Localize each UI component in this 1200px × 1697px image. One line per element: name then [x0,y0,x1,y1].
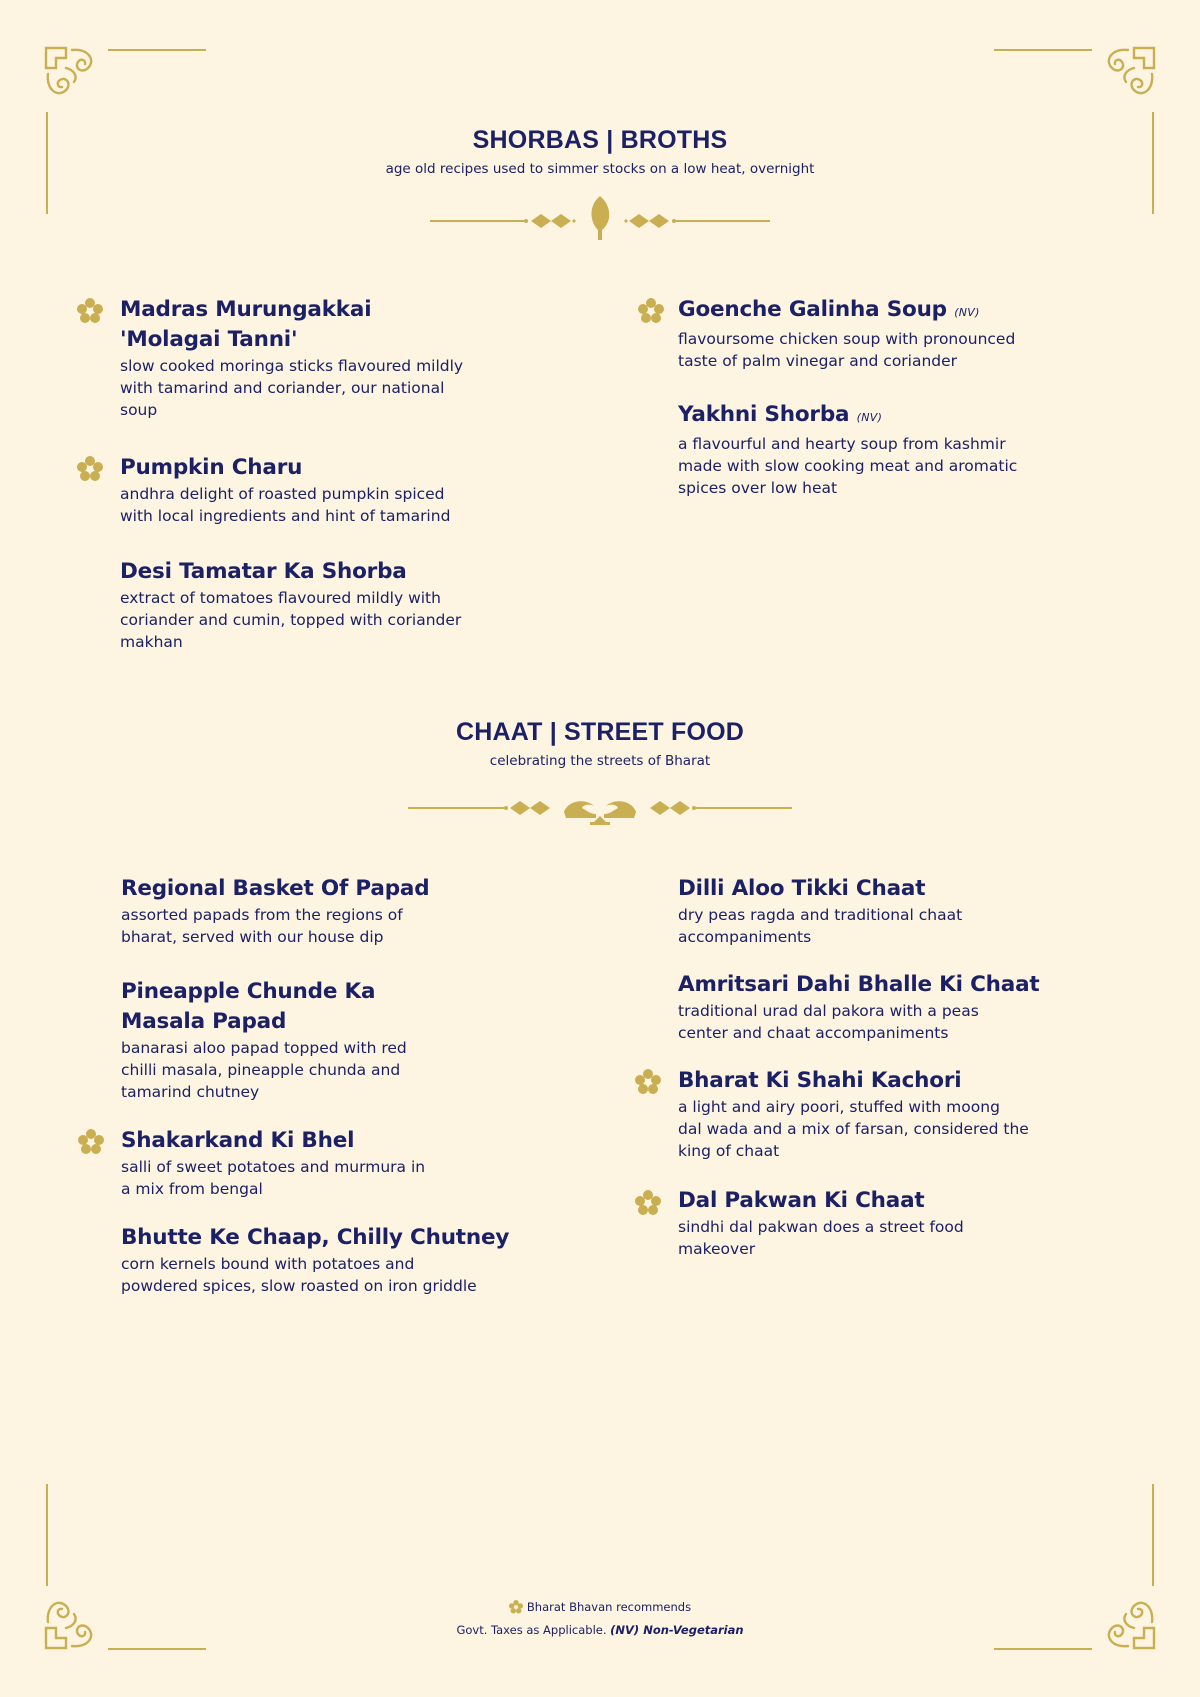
item-name: Dal Pakwan Ki Chaat [678,1188,925,1213]
menu-item [678,1186,1098,1260]
item-name: Dilli Aloo Tikki Chaat [678,876,926,901]
section-header-shorbas [0,126,1200,177]
item-description: traditional urad dal pakora with a peas [678,1002,979,1020]
menu-item [678,400,1098,499]
item-description: a mix from bengal [121,1180,263,1198]
item-name: Pineapple Chunde Ka [121,979,376,1004]
corner-ornament-icon [1100,46,1156,102]
item-description: chilli masala, pineapple chunda and [121,1061,401,1079]
recommended-flower-icon [78,1129,104,1155]
section-title: SHORBAS | BROTHS [472,126,728,154]
section-subtitle: age old recipes used to simmer stocks on a low heat, overnight [385,161,815,177]
footer [0,1600,1200,1637]
item-name: 'Molagai Tanni' [120,327,298,352]
frame-line-top-left [108,49,206,51]
menu-item [121,1223,561,1297]
item-description: soup [120,401,158,419]
menu-item [121,874,521,948]
item-description: sindhi dal pakwan does a street food [678,1218,964,1236]
frame-line-bottom-right [994,1648,1092,1650]
item-name: Bhutte Ke Chaap, Chilly Chutney [121,1225,510,1250]
item-description: salli of sweet potatoes and murmura in [121,1158,426,1176]
item-name [678,295,1098,328]
item-name-text: Yakhni Shorba [678,402,850,427]
item-description: taste of palm vinegar and coriander [678,352,958,370]
frame-line-bottom-left [108,1648,206,1650]
item-description: bharat, served with our house dip [121,928,384,946]
menu-item [120,557,520,653]
item-description: powdered spices, slow roasted on iron griddle [121,1277,477,1295]
menu-item [678,1066,1098,1162]
item-description: with local ingredients and hint of tamarind [120,507,451,525]
footer-taxes-text: Govt. Taxes as Applicable. [456,1623,607,1637]
item-description: flavoursome chicken soup with pronounced [678,330,1016,348]
item-description: tamarind chutney [121,1083,260,1101]
paisley-icon [0,192,1200,246]
item-description: assorted papads from the regions of [121,906,403,924]
item-description: slow cooked moringa sticks flavoured mildly [120,357,464,375]
item-description: a flavourful and hearty soup from kashmir [678,435,1006,453]
nv-tag: (NV) [954,306,980,319]
item-name: Amritsari Dahi Bhalle Ki Chaat [678,972,1040,997]
menu-item [121,977,521,1103]
frame-line-right-bottom [1152,1484,1154,1586]
item-description: accompaniments [678,928,812,946]
menu-item [678,970,1098,1044]
item-description: andhra delight of roasted pumpkin spiced [120,485,445,503]
recommended-flower-icon [77,456,103,482]
item-description: extract of tomatoes flavoured mildly with [120,589,441,607]
flower-icon [509,1600,523,1614]
item-description: king of chaat [678,1142,780,1160]
item-name: Shakarkand Ki Bhel [121,1128,355,1153]
recommended-flower-icon [77,298,103,324]
item-name: Bharat Ki Shahi Kachori [678,1068,962,1093]
recommended-flower-icon [635,1069,661,1095]
frame-line-top-right [994,49,1092,51]
item-description: spices over low heat [678,479,838,497]
item-name [678,400,1098,433]
item-description: a light and airy poori, stuffed with moong [678,1098,1000,1116]
footer-recommend-text: Bharat Bhavan recommends [526,1600,692,1614]
item-description: made with slow cooking meat and aromatic [678,457,1018,475]
footer-recommend-row [0,1600,1200,1614]
menu-item [678,295,1098,372]
footer-nv-note: (NV) Non-Vegetarian [610,1623,744,1637]
recommended-flower-icon [638,298,664,324]
menu-item [121,1126,521,1200]
section-header-chaat [0,718,1200,769]
item-description: corn kernels bound with potatoes and [121,1255,415,1273]
section-title: CHAAT | STREET FOOD [455,718,745,746]
section-subtitle: celebrating the streets of Bharat [489,753,711,769]
item-description: dry peas ragda and traditional chaat [678,906,963,924]
item-description: with tamarind and coriander, our national [120,379,445,397]
peacock-pair-icon [0,792,1200,832]
item-description: dal wada and a mix of farsan, considered the [678,1120,1029,1138]
item-name-text: Goenche Galinha Soup [678,297,947,322]
menu-item [120,453,520,527]
item-name: Pumpkin Charu [120,455,303,480]
item-description: makeover [678,1240,756,1258]
nv-tag: (NV) [856,411,883,424]
menu-item [678,874,1098,948]
corner-ornament-icon [44,46,100,102]
item-name: Desi Tamatar Ka Shorba [120,559,407,584]
item-name: Madras Murungakkai [120,297,372,322]
item-name: Regional Basket Of Papad [121,876,430,901]
item-description: center and chaat accompaniments [678,1024,949,1042]
menu-item [120,295,520,421]
item-description: banarasi aloo papad topped with red [121,1039,407,1057]
item-name: Masala Papad [121,1009,287,1034]
frame-line-left-bottom [46,1484,48,1586]
item-description: makhan [120,633,183,651]
item-description: coriander and cumin, topped with coriander [120,611,462,629]
footer-taxes-row [0,1623,1200,1637]
recommended-flower-icon [635,1190,661,1216]
